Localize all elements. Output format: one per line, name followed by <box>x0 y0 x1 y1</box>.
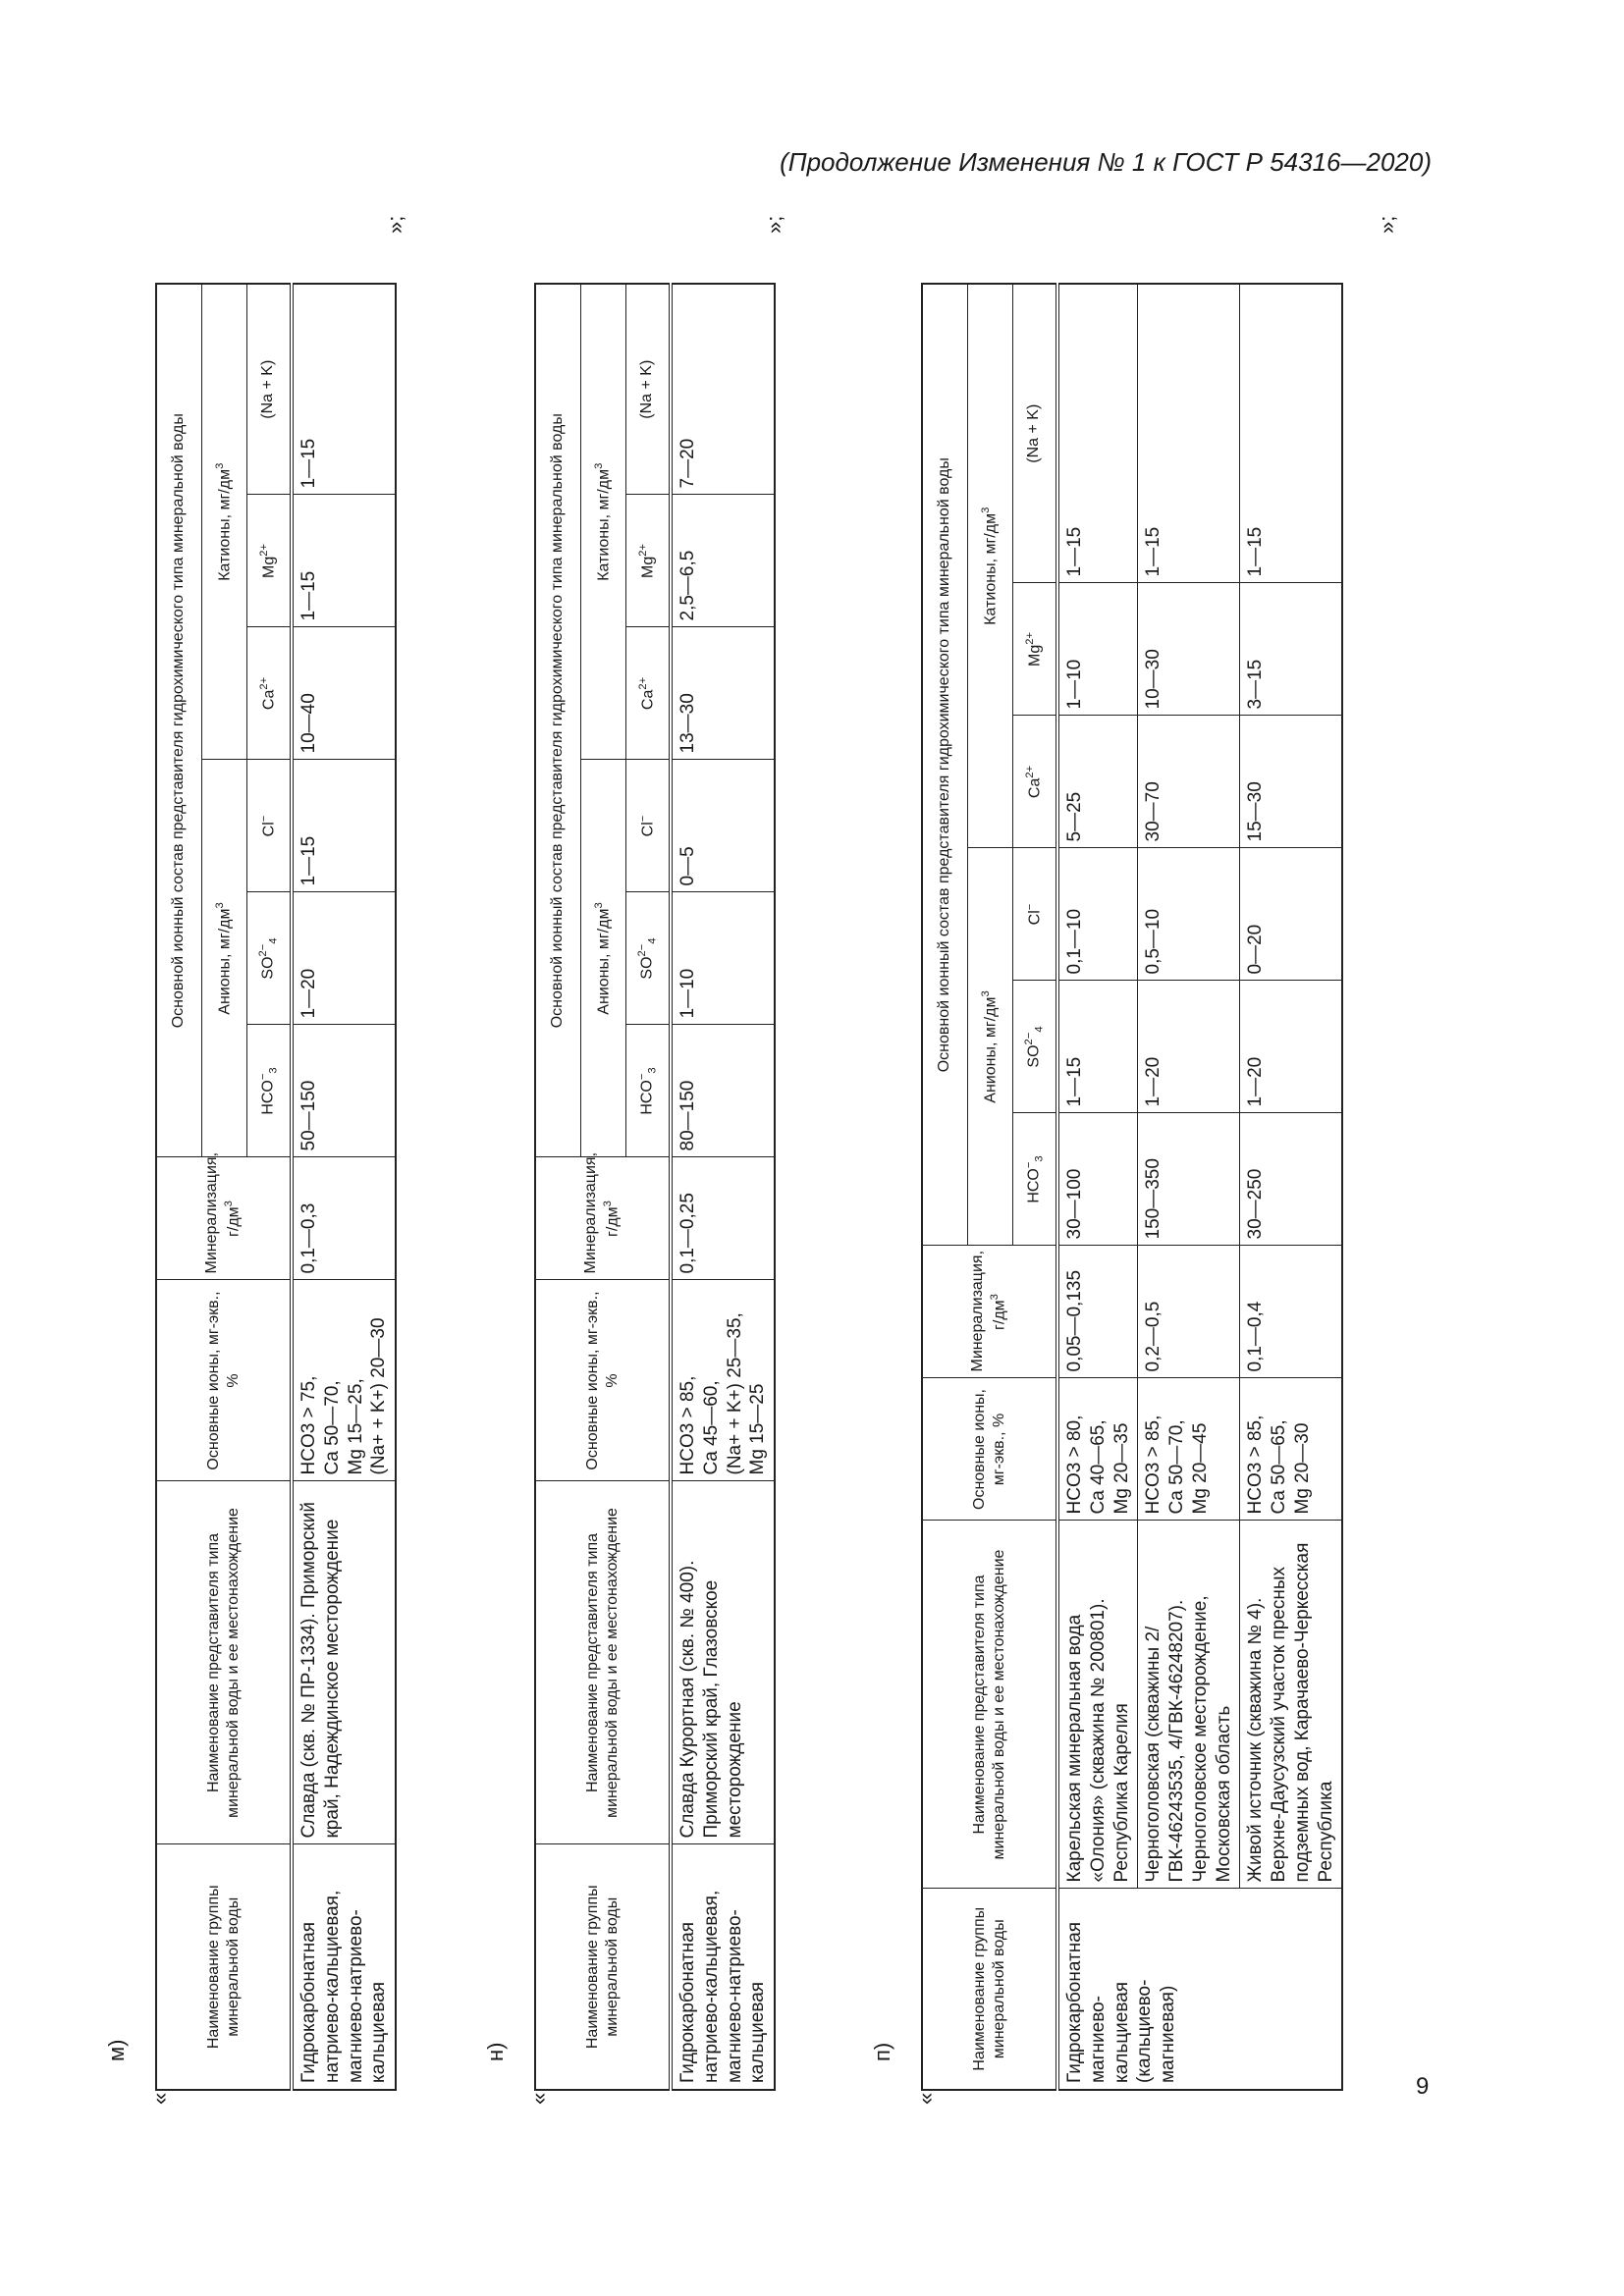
cell-group: Гидрокарбонатная магниево-кальциевая (кальциево-магниевая) <box>1057 1889 1342 2090</box>
mineral-water-table <box>155 283 397 2091</box>
col-group: Наименование группы минеральной воды <box>156 1844 292 2090</box>
cell-main-ions: HCO3 > 75, Ca 50—70, Mg 15—25, (Na+ + K+) 20—30 <box>292 1280 396 1481</box>
cell-mineralization: 0,2—0,5 <box>1138 1246 1240 1378</box>
col-main-ions: Основные ионы, мг-экв., % <box>535 1280 671 1481</box>
cell-cl: 0—20 <box>1240 848 1343 981</box>
col-mg: $Mg^{2+}$ <box>1012 583 1057 716</box>
cell-cl: 0—5 <box>671 760 775 892</box>
cell-hco3: 50—150 <box>292 1025 396 1157</box>
col-so4: $SO^{2-}_4$ <box>1012 981 1057 1113</box>
col-anions: Анионы, $мг/дм^3$ <box>580 760 625 1157</box>
cell-so4: 1—20 <box>1240 981 1343 1113</box>
col-representative: Наименование представителя типа минеральной воды и ее местонахождение <box>156 1481 292 1844</box>
cell-hco3: 150—350 <box>1138 1113 1240 1246</box>
cell-cl: 0,1—10 <box>1057 848 1138 981</box>
cell-ca: 10—40 <box>292 627 396 760</box>
cell-so4: 1—20 <box>292 892 396 1025</box>
col-representative: Наименование представителя типа минеральной воды и ее местонахождение <box>922 1521 1057 1889</box>
cell-representative: Славда (скв. № ПР-1334). Приморский край, Надеждинское месторождение <box>292 1481 396 1844</box>
col-mg: $Mg^{2+}$ <box>246 495 292 627</box>
quote-close: »; <box>1375 215 1399 234</box>
cell-ca: 15—30 <box>1240 716 1343 848</box>
cell-hco3: 30—250 <box>1240 1113 1343 1246</box>
cell-representative: Карельская минеральная вода «Олония» (скважина № 200801). Республика Карелия <box>1057 1521 1138 1889</box>
quote-open: « <box>147 2092 172 2105</box>
col-ionic: Основной ионный состав представителя гидрохимического типа минеральной воды <box>156 284 201 1157</box>
col-hco3: $HCO^-_3$ <box>246 1025 292 1157</box>
col-mineralization: Минерализация, $г/дм^3$ <box>535 1157 671 1280</box>
col-hco3: $HCO^-_3$ <box>1012 1113 1057 1246</box>
cell-cl: 0,5—10 <box>1138 848 1240 981</box>
rotated-content <box>104 215 1434 2110</box>
cell-nak: 1—15 <box>1138 284 1240 583</box>
cell-nak: 1—15 <box>1240 284 1343 583</box>
cell-so4: 1—10 <box>671 892 775 1025</box>
mineral-water-table <box>534 283 776 2091</box>
quote-close: »; <box>762 215 786 234</box>
col-cl: Cl− <box>625 760 671 892</box>
col-cations: Катионы, $мг/дм^3$ <box>967 284 1012 848</box>
cell-mg: 3—15 <box>1240 583 1343 716</box>
col-anions: Анионы, $мг/дм^3$ <box>967 848 1012 1246</box>
col-so4: $SO^{2-}_4$ <box>246 892 292 1025</box>
col-main-ions: Основные ионы, мг-экв., % <box>156 1280 292 1481</box>
cell-mg: 1—10 <box>1057 583 1138 716</box>
col-ca: $Ca^{2+}$ <box>246 627 292 760</box>
col-cations: Катионы, $мг/дм^3$ <box>580 284 625 760</box>
quote-open: « <box>526 2092 551 2105</box>
quote-close: »; <box>383 215 407 234</box>
cell-ca: 13—30 <box>671 627 775 760</box>
table-label: м) <box>104 2039 129 2061</box>
page-number: 9 <box>1416 2073 1430 2100</box>
col-cl: Cl− <box>246 760 292 892</box>
cell-mineralization: 0,1—0,3 <box>292 1157 396 1280</box>
cell-mg: 1—15 <box>292 495 396 627</box>
table-row <box>671 284 775 2090</box>
col-group: Наименование группы минеральной воды <box>535 1844 671 2090</box>
table-label: п) <box>870 2042 894 2061</box>
cell-main-ions: HCO3 > 85, Ca 45—60, (Na+ + K+) 25—35, Mg 15—25 <box>671 1280 775 1481</box>
col-mineralization: Минерализация, $г/дм^3$ <box>922 1246 1057 1378</box>
col-ca: $Ca^{2+}$ <box>625 627 671 760</box>
cell-group: Гидрокарбонатная натриево-кальциевая, магниево-натриево-кальциевая <box>292 1844 396 2090</box>
cell-group: Гидрокарбонатная натриево-кальциевая, магниево-натриево-кальциевая <box>671 1844 775 2090</box>
col-representative: Наименование представителя типа минеральной воды и ее местонахождение <box>535 1481 671 1844</box>
table-row <box>1240 284 1343 2090</box>
cell-ca: 5—25 <box>1057 716 1138 848</box>
quote-open: « <box>913 2092 938 2105</box>
col-so4: $SO^{2-}_4$ <box>625 892 671 1025</box>
mineral-water-table <box>921 283 1343 2091</box>
col-nak: (Na + K) <box>625 284 671 495</box>
col-cl: Cl− <box>1012 848 1057 981</box>
cell-nak: 1—15 <box>1057 284 1138 583</box>
page-header: (Продолжение Изменения № 1 к ГОСТ Р 54316—2020) <box>780 147 1432 177</box>
col-ionic: Основной ионный состав представителя гидрохимического типа минеральной воды <box>922 284 967 1246</box>
cell-hco3: 30—100 <box>1057 1113 1138 1246</box>
table-row <box>1138 284 1240 2090</box>
cell-mg: 10—30 <box>1138 583 1240 716</box>
cell-main-ions: HCO3 > 85, Ca 50—65, Mg 20—30 <box>1240 1378 1343 1521</box>
cell-ca: 30—70 <box>1138 716 1240 848</box>
cell-nak: 1—15 <box>292 284 396 495</box>
cell-mineralization: 0,1—0,4 <box>1240 1246 1343 1378</box>
cell-so4: 1—15 <box>1057 981 1138 1113</box>
col-mg: $Mg^{2+}$ <box>625 495 671 627</box>
cell-representative: Славда Курортная (скв. № 400). Приморский край, Глазовское месторождение <box>671 1481 775 1844</box>
col-main-ions: Основные ионы, мг-экв., % <box>922 1378 1057 1521</box>
col-ionic: Основной ионный состав представителя гидрохимического типа минеральной воды <box>535 284 580 1157</box>
cell-mineralization: 0,1—0,25 <box>671 1157 775 1280</box>
cell-mg: 2,5—6,5 <box>671 495 775 627</box>
cell-representative: Живой источник (скважина № 4). Верхне-Даусузский участок пресных подземных вод, Карачаево-Черкесская Республика <box>1240 1521 1343 1889</box>
cell-hco3: 80—150 <box>671 1025 775 1157</box>
col-hco3: $HCO^-_3$ <box>625 1025 671 1157</box>
table-row <box>1057 284 1138 2090</box>
col-ca: $Ca^{2+}$ <box>1012 716 1057 848</box>
col-nak: (Na + K) <box>1012 284 1057 583</box>
col-cations: Катионы, $мг/дм^3$ <box>201 284 246 760</box>
col-anions: Анионы, $мг/дм^3$ <box>201 760 246 1157</box>
cell-representative: Черноголовская (скважины 2/ГВК-46243535, 4/ГВК-46248207). Черноголовское месторождение, Московская область <box>1138 1521 1240 1889</box>
cell-mineralization: 0,05—0,135 <box>1057 1246 1138 1378</box>
col-nak: (Na + K) <box>246 284 292 495</box>
col-mineralization: Минерализация, $г/дм^3$ <box>156 1157 292 1280</box>
table-row <box>292 284 396 2090</box>
cell-main-ions: HCO3 > 85, Ca 50—70, Mg 20—45 <box>1138 1378 1240 1521</box>
table-label: н) <box>483 2042 508 2061</box>
cell-so4: 1—20 <box>1138 981 1240 1113</box>
cell-cl: 1—15 <box>292 760 396 892</box>
cell-main-ions: HCO3 > 80, Ca 40—65, Mg 20—35 <box>1057 1378 1138 1521</box>
cell-nak: 7—20 <box>671 284 775 495</box>
col-group: Наименование группы минеральной воды <box>922 1889 1057 2090</box>
